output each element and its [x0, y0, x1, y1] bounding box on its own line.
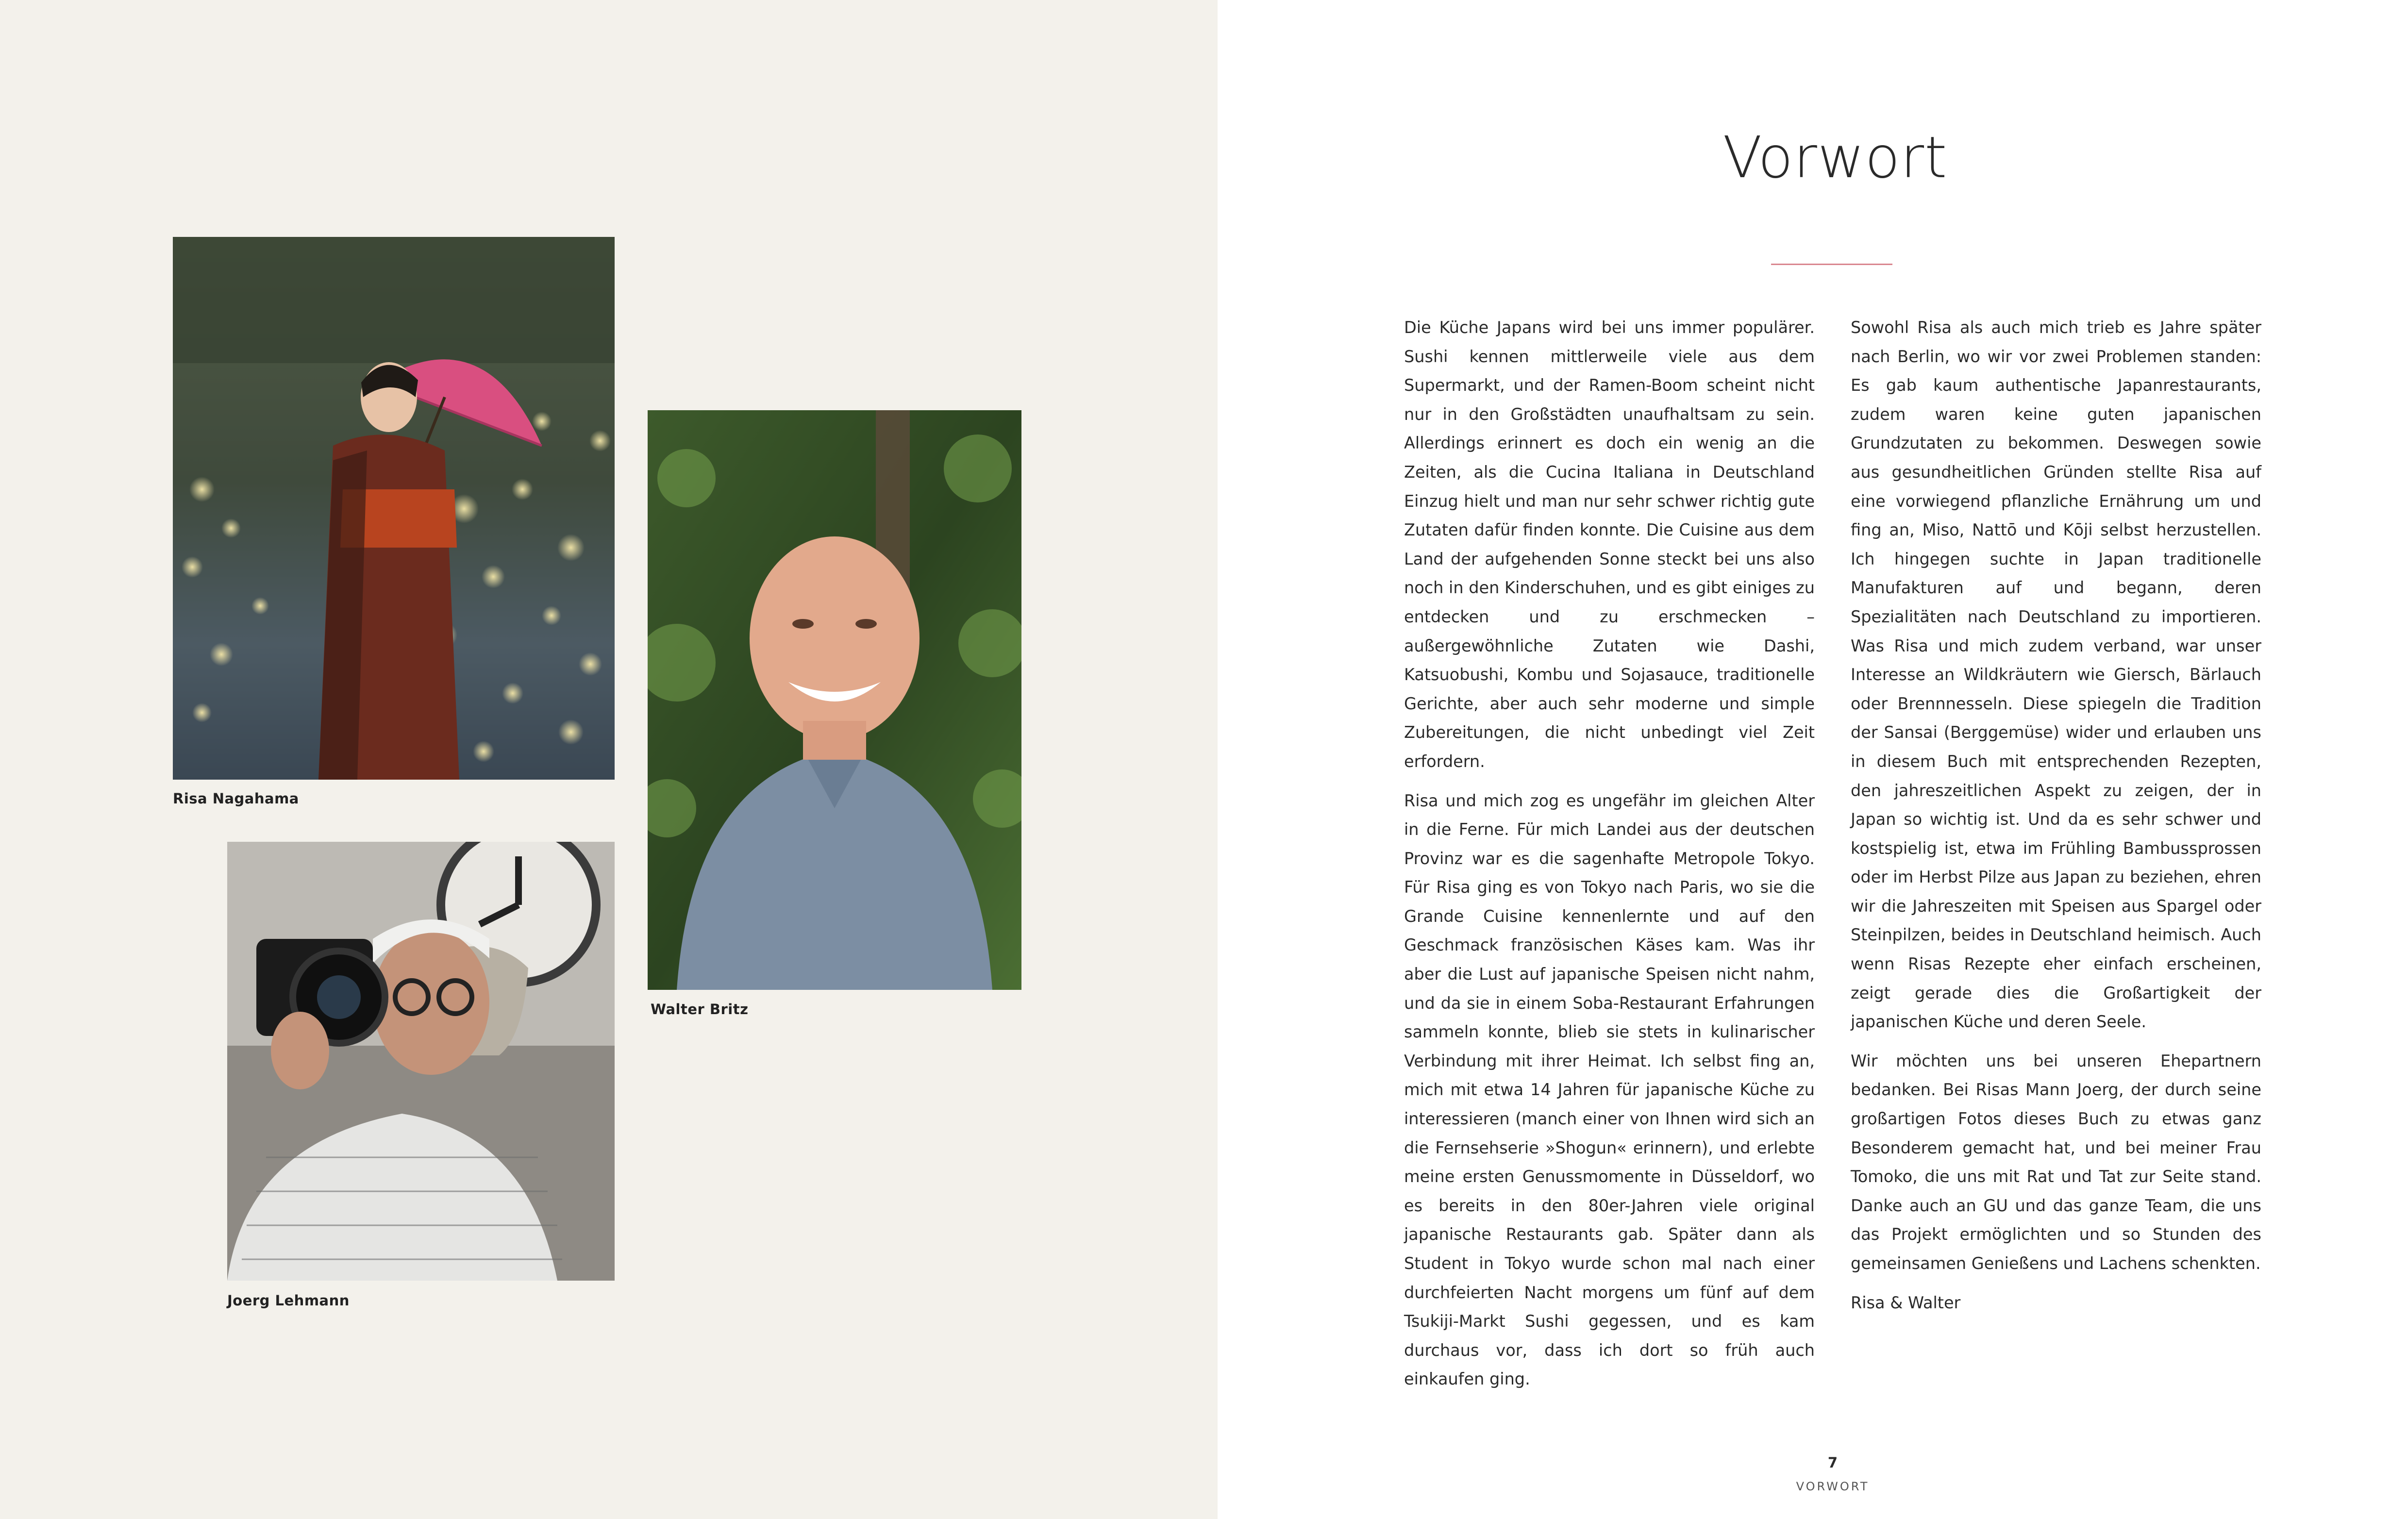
paragraph: Die Küche Japans wird bei uns immer populärer. Sushi kennen mittlerweile viele aus dem Supermarkt, und der Ramen-Boom scheint nicht nur in den Großstädten unaufhaltsam zu sein. Allerdings erinnert es doch ein wenig an die Zeiten, als die Cucina Italiana in Deutschland Einzug hielt und man nur sehr schwer richtig gute Zutaten dafür finden konnte. Die Cuisine aus dem Land der aufgehenden Sonne steckt bei uns also noch in den Kinderschuhen, und es gibt einiges zu entdecken und zu erschmecken – außergewöhnliche Zutaten wie Dashi, Katsuobushi, Kombu und Sojasauce, traditionelle Gerichte, aber auch sehr moderne und simple Zubereitungen, die nicht unbedingt viel Zeit erfordern.: [1404, 318, 1815, 771]
paragraph: Wir möchten uns bei unseren Ehepartnern bedanken. Bei Risas Mann Joerg, der durch seine großartigen Fotos dieses Buch zu etwas ganz Besonderem gemacht hat, und bei meiner Frau Tomoko, die uns mit Rat und Tat zur Seite stand. Danke auch an GU und das ganze Team, die uns das Projekt ermöglichten und so Stunden des gemeinsamen Genießens und Lachens schenkten.: [1851, 1051, 2261, 1273]
caption-joerg: Joerg Lehmann: [227, 1292, 350, 1309]
photo-risa-nagahama: [173, 237, 615, 780]
running-head: VORWORT: [1796, 1480, 1870, 1493]
caption-walter: Walter Britz: [651, 1001, 749, 1018]
smiling-man-image: [648, 410, 1021, 990]
photographer-image: [227, 842, 615, 1281]
page-number: 7: [1827, 1454, 1838, 1471]
caption-risa: Risa Nagahama: [173, 790, 299, 807]
text-column-left: [1404, 313, 1815, 1404]
paragraph: Sowohl Risa als auch mich trieb es Jahre später nach Berlin, wo wir vor zwei Problemen standen: Es gab kaum authentische Japanrestaurants, zudem waren keine guten japanischen Grundzutaten zu bekommen. Deswegen sowie aus gesundheitlichen Gründen stellte Risa auf eine vorwiegend pflanzliche Ernährung um und fing an, Miso, Nattō und Kōji selbst herzustellen. Ich hingegen suchte in Japan traditionelle Manufakturen auf und begann, deren Spezialitäten nach Deutschland zu importieren. Was Risa und mich zudem verband, war unser Interesse an Wildkräutern wie Giersch, Bärlauch oder Brennnesseln. Diese spiegeln die Tradition der Sansai (Berggemüse) wider und erlauben uns in diesem Buch mit entsprechenden Rezepten, den jahreszeitlichen Aspekt zu zeigen, der in Japan so wichtig ist. Und da es sehr schwer und kostspielig ist, etwa im Frühling Bambussprossen oder im Herbst Pilze aus Japan zu beziehen, ehren wir die Jahreszeiten mit Speisen aus Spargel oder Steinpilzen, beides in Deutschland heimisch. Auch wenn Risas Rezepte eher einfach erscheinen, zeigt gerade dies die Großartigkeit der japanischen Küche und deren Seele.: [1851, 318, 2261, 1032]
text-column-right: [1851, 313, 2261, 1327]
photo-walter-britz: [648, 410, 1021, 990]
kimono-woman-image: [173, 237, 615, 780]
title-divider: [1771, 264, 1892, 265]
paragraph: Risa und mich zog es ungefähr im gleichen Alter in die Ferne. Für mich Landei aus der deutschen Provinz war es die sagenhafte Metropole Tokyo. Für Risa ging es von Tokyo nach Paris, wo sie die Grande Cuisine kennenlernte und auf den Geschmack französischen Käses kam. Was ihr aber die Lust auf japanische Speisen nicht nahm, und da sie in einem Soba-Restaurant Erfahrungen sammeln konnte, blieb sie stets in kulinarischer Verbindung mit ihrer Heimat. Ich selbst fing an, mich mit etwa 14 Jahren für japanische Küche zu interessieren (manch einer von Ihnen wird sich an die Fernsehserie »Shogun« erinnern), und erlebte meine ersten Genussmomente in Düsseldorf, wo es bereits in den 80er-Jahren viele original japanische Restaurants gab. Später dann als Student in Tokyo wurde schon mal nach einer durchfeierten Nacht morgens um fünf auf dem Tsukiji-Markt Sushi gegessen, und es kam durchaus vor, dass ich dort so früh auch einkaufen ging.: [1404, 791, 1815, 1389]
signature: Risa & Walter: [1851, 1293, 1961, 1312]
page-title: Vorwort: [1722, 124, 1948, 191]
photo-joerg-lehmann: [227, 842, 615, 1281]
